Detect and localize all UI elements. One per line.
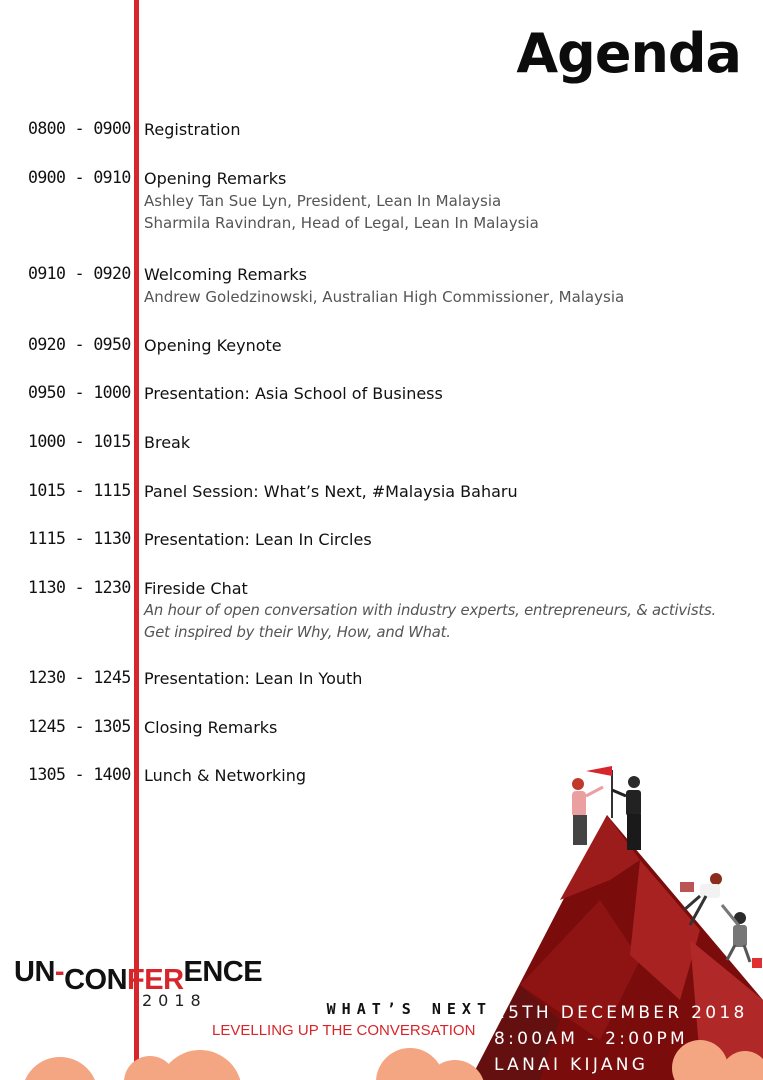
- agenda-time: 1115 - 1130: [28, 529, 131, 548]
- agenda-title: Closing Remarks: [144, 718, 278, 737]
- agenda-title: Panel Session: What’s Next, #Malaysia Baharu: [144, 482, 518, 501]
- agenda-title: Presentation: Asia School of Business: [144, 384, 443, 403]
- agenda-title: Registration: [144, 120, 241, 139]
- event-date: 15TH DECEMBER 2018: [494, 1003, 748, 1023]
- event-time: 8:00AM - 2:00PM: [494, 1029, 689, 1049]
- agenda-title: Welcoming Remarks: [144, 265, 307, 284]
- agenda-speaker: Ashley Tan Sue Lyn, President, Lean In Malaysia: [144, 192, 502, 210]
- agenda-title: Fireside Chat: [144, 579, 248, 598]
- agenda-time: 0910 - 0920: [28, 264, 131, 283]
- agenda-speaker: Sharmila Ravindran, Head of Legal, Lean In Malaysia: [144, 214, 539, 232]
- agenda-time: 1230 - 1245: [28, 668, 131, 687]
- event-venue: LANAI KIJANG: [494, 1055, 649, 1075]
- agenda-description: Get inspired by their Why, How, and What.: [144, 624, 451, 641]
- agenda-time: 0900 - 0910: [28, 168, 131, 187]
- agenda-time: 1015 - 1115: [28, 481, 131, 500]
- logo-year: 2018: [142, 991, 207, 1010]
- agenda-time: 0950 - 1000: [28, 383, 131, 402]
- agenda-title: Opening Remarks: [144, 169, 287, 188]
- agenda-time: 1245 - 1305: [28, 717, 131, 736]
- agenda-time: 0800 - 0900: [28, 119, 131, 138]
- agenda-time: 0920 - 0950: [28, 335, 131, 354]
- agenda-title: Presentation: Lean In Youth: [144, 669, 363, 688]
- event-details: [494, 1000, 748, 1078]
- tagline: [212, 1000, 492, 1039]
- agenda-time: 1000 - 1015: [28, 432, 131, 451]
- agenda-time: 1130 - 1230: [28, 578, 131, 597]
- agenda-speaker: Andrew Goledzinowski, Australian High Commissioner, Malaysia: [144, 288, 625, 306]
- agenda-title: Lunch & Networking: [144, 766, 307, 785]
- agenda-title: Presentation: Lean In Circles: [144, 530, 372, 549]
- agenda-title: Opening Keynote: [144, 336, 282, 355]
- logo-wordmark: UN-CONFERENCE: [14, 956, 263, 996]
- agenda-title: Break: [144, 433, 191, 452]
- climber-figure-climbing: [722, 905, 762, 968]
- agenda-description: An hour of open conversation with industry experts, entrepreneurs, & activists.: [144, 602, 716, 619]
- page-title: Agenda: [516, 22, 741, 85]
- tagline-main: WHAT’S NEXT: [326, 1000, 492, 1018]
- agenda-time: 1305 - 1400: [28, 765, 131, 784]
- tagline-sub: LEVELLING UP THE CONVERSATION: [212, 1022, 476, 1039]
